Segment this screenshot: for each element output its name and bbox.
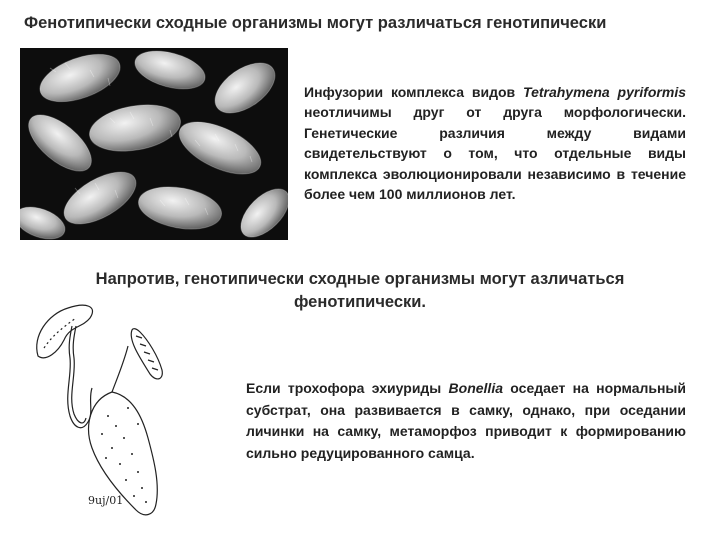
tetrahymena-paragraph bbox=[304, 82, 686, 204]
p2-intro: Если трохофора эхиуриды bbox=[246, 380, 449, 396]
slide-title: Фенотипически сходные организмы могут различаться генотипически bbox=[24, 14, 607, 32]
p2-rest: оседает на нормальный субстрат, она развивается в самку, однако, при оседании личинки на самку, метаморфоз приводит к формированию сильно редуцированного самца. bbox=[246, 380, 686, 461]
p1-species: pyriformis bbox=[617, 84, 686, 100]
p1-rest: неотличимы друг от друга морфологически. Генетические различия между видами свидетельствуют о том, что отдельные виды комплекса эволюционировали независимо в течение более чем 100 миллионов лет. bbox=[304, 104, 686, 203]
bonellia-paragraph bbox=[246, 378, 686, 464]
tetrahymena-micrograph bbox=[20, 48, 288, 240]
p1-intro: Инфузории комплекса видов bbox=[304, 84, 524, 100]
slide-subtitle: Напротив, генотипически сходные организмы могут азличаться фенотипически. bbox=[95, 270, 625, 311]
p1-genus: Tetrahymena bbox=[523, 84, 610, 100]
drawing-signature: 9uj/01 bbox=[88, 494, 124, 507]
p2-genus: Bonellia bbox=[448, 380, 504, 396]
bonellia-drawing bbox=[28, 296, 208, 528]
